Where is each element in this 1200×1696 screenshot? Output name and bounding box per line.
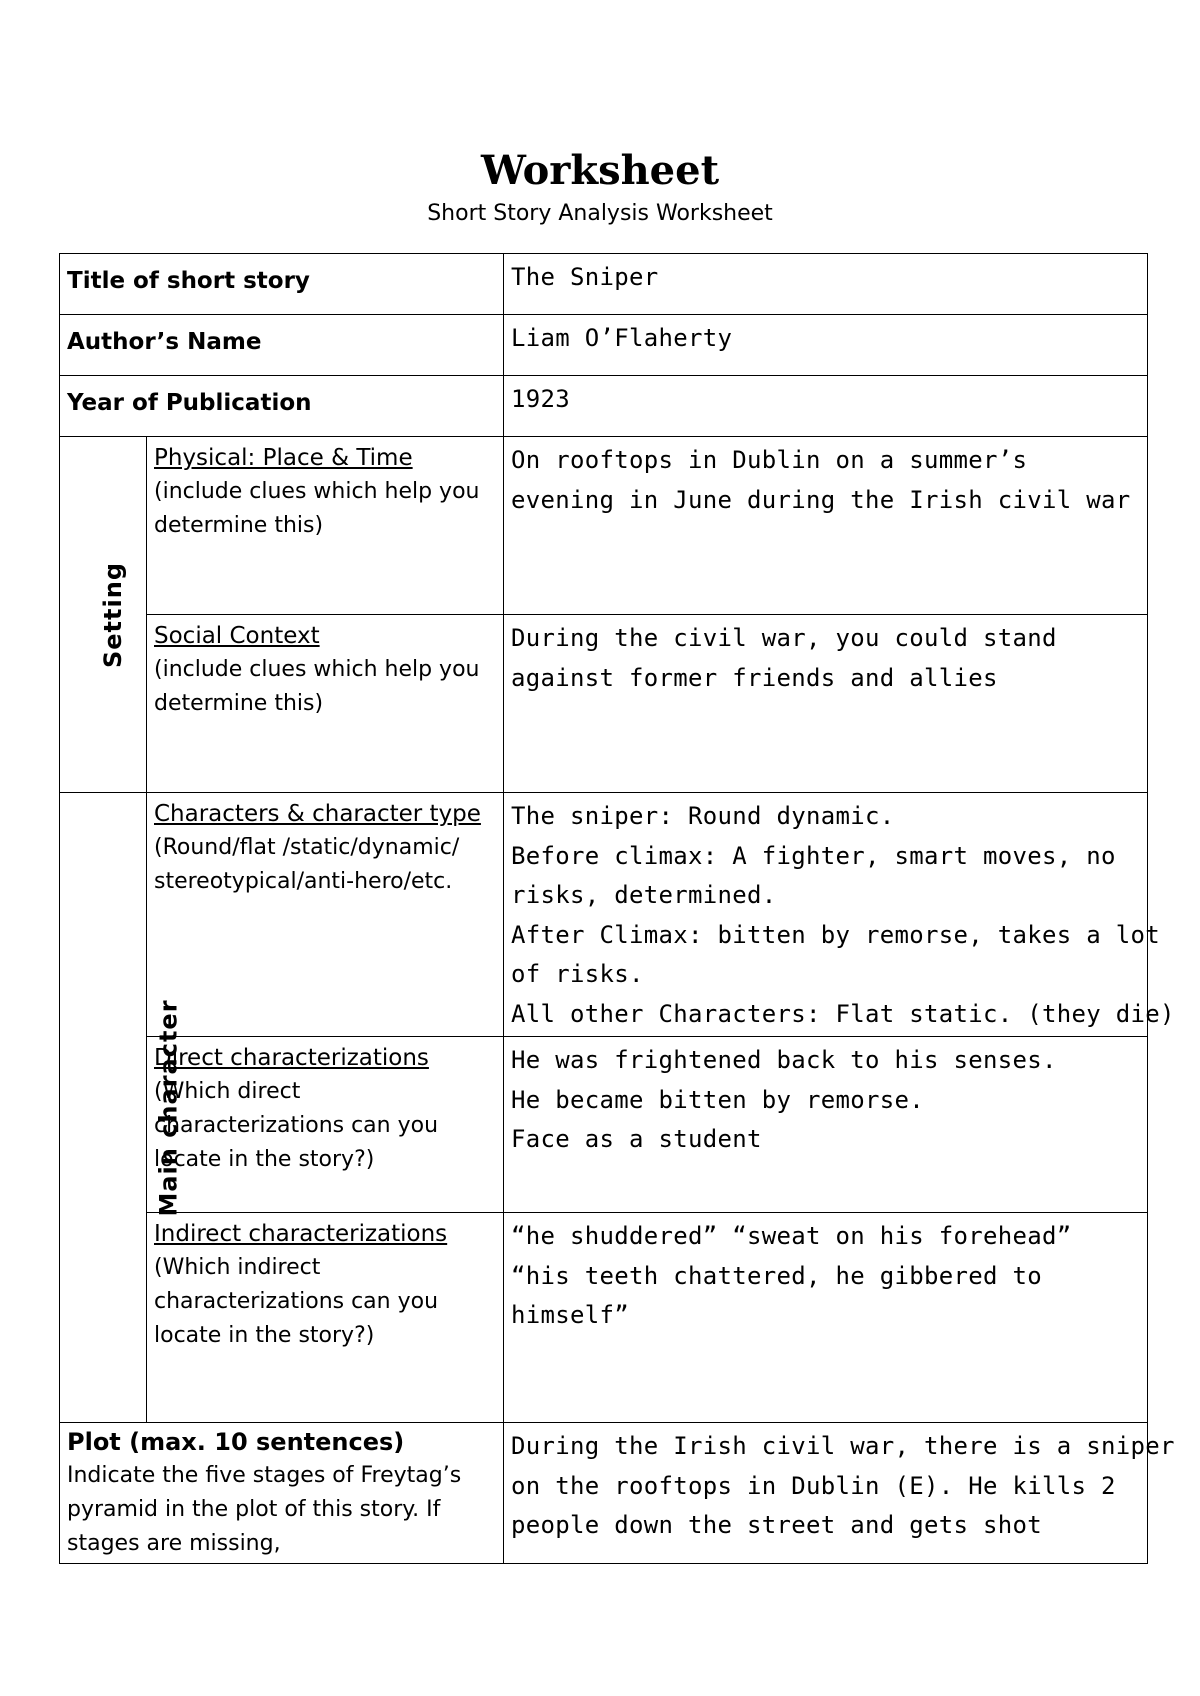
answer-line: evening in June during the Irish civil war bbox=[511, 485, 1131, 514]
label-author: Author’s Name bbox=[60, 315, 504, 376]
answer-line: The Sniper bbox=[511, 263, 659, 291]
question-title: Social Context bbox=[154, 623, 320, 649]
answer-line: risks, determined. bbox=[511, 881, 777, 909]
question-physical bbox=[147, 437, 504, 615]
row-author bbox=[60, 315, 1148, 376]
main-character-group-cell bbox=[60, 793, 183, 1423]
answer-social[interactable] bbox=[504, 615, 1148, 793]
answer-line: Liam O’Flaherty bbox=[511, 324, 733, 352]
answer-line: After Climax: bitten by remorse, takes a lot bbox=[511, 920, 1160, 949]
label-year: Year of Publication bbox=[60, 376, 504, 437]
question-hint: (Which indirect characterizations can you locate in the story?) bbox=[154, 1255, 439, 1348]
row-year bbox=[60, 376, 1148, 437]
answer-author[interactable] bbox=[504, 315, 1148, 376]
plot-hint: Indicate the five stages of Freytag’s pyramid in the plot of this story. If stages are missing, bbox=[67, 1463, 462, 1556]
question-social bbox=[147, 615, 504, 793]
main-character-group-label: Main character bbox=[154, 998, 183, 1217]
worksheet-header bbox=[0, 145, 1200, 229]
row-title-of-story bbox=[60, 254, 1148, 315]
answer-title-of-story[interactable] bbox=[504, 254, 1148, 315]
answer-year[interactable] bbox=[504, 376, 1148, 437]
question-plot bbox=[60, 1423, 504, 1564]
answer-line: himself” bbox=[511, 1301, 629, 1329]
answer-line: Before climax: A fighter, smart moves, no bbox=[511, 841, 1116, 870]
answer-plot[interactable] bbox=[504, 1423, 1175, 1564]
question-hint: (include clues which help you determine this) bbox=[154, 479, 480, 538]
answer-line: 1923 bbox=[511, 385, 570, 413]
setting-group-label: Setting bbox=[99, 561, 127, 668]
answer-line: He became bitten by remorse. bbox=[511, 1085, 924, 1114]
worksheet-table bbox=[59, 253, 1175, 1564]
row-setting-social bbox=[60, 615, 1148, 793]
row-main-characters bbox=[60, 793, 1148, 1037]
label-title-of-story: Title of short story bbox=[60, 254, 504, 315]
answer-line: on the rooftops in Dublin (E). He kills 2 bbox=[511, 1471, 1116, 1500]
answer-line: “his teeth chattered, he gibbered to bbox=[511, 1261, 1042, 1290]
plot-title: Plot (max. 10 sentences) bbox=[67, 1428, 405, 1456]
answer-line: He was frightened back to his senses. bbox=[511, 1046, 1057, 1074]
page-subtitle: Short Story Analysis Worksheet bbox=[427, 201, 773, 226]
question-title: Indirect characterizations bbox=[154, 1221, 448, 1247]
question-title: Characters & character type bbox=[154, 801, 481, 827]
row-indirect-characterizations bbox=[60, 1213, 1148, 1423]
setting-group-cell bbox=[60, 437, 147, 793]
answer-direct[interactable] bbox=[504, 1037, 1148, 1213]
answer-line: During the civil war, you could stand bbox=[511, 624, 1057, 652]
answer-line: of risks. bbox=[511, 960, 644, 988]
row-plot bbox=[60, 1423, 1148, 1564]
answer-indirect[interactable] bbox=[504, 1213, 1148, 1423]
answer-line: Face as a student bbox=[511, 1125, 762, 1153]
question-title: Direct characterizations bbox=[154, 1045, 429, 1071]
question-title: Physical: Place & Time bbox=[154, 445, 413, 471]
answer-line: The sniper: Round dynamic. bbox=[511, 802, 895, 830]
page-title: Worksheet bbox=[480, 147, 720, 194]
question-hint: (include clues which help you determine this) bbox=[154, 657, 480, 716]
answer-line: “he shuddered” “sweat on his forehead” bbox=[511, 1222, 1072, 1250]
question-hint: (Round/flat /static/dynamic/ stereotypical/anti-hero/etc. bbox=[154, 835, 460, 894]
answer-characters[interactable] bbox=[504, 793, 1175, 1037]
question-characters bbox=[147, 793, 504, 1037]
question-hint: (Which direct characterizations can you locate in the story?) bbox=[154, 1079, 439, 1172]
row-direct-characterizations bbox=[60, 1037, 1148, 1213]
answer-physical[interactable] bbox=[504, 437, 1148, 615]
question-indirect bbox=[147, 1213, 504, 1423]
answer-line: All other Characters: Flat static. (they die) bbox=[511, 999, 1175, 1028]
question-direct bbox=[147, 1037, 504, 1213]
answer-line: against former friends and allies bbox=[511, 663, 998, 692]
answer-line: During the Irish civil war, there is a sniper bbox=[511, 1432, 1175, 1460]
row-setting-physical bbox=[60, 437, 1148, 615]
answer-line: people down the street and gets shot bbox=[511, 1511, 1042, 1539]
answer-line: On rooftops in Dublin on a summer’s bbox=[511, 446, 1028, 474]
